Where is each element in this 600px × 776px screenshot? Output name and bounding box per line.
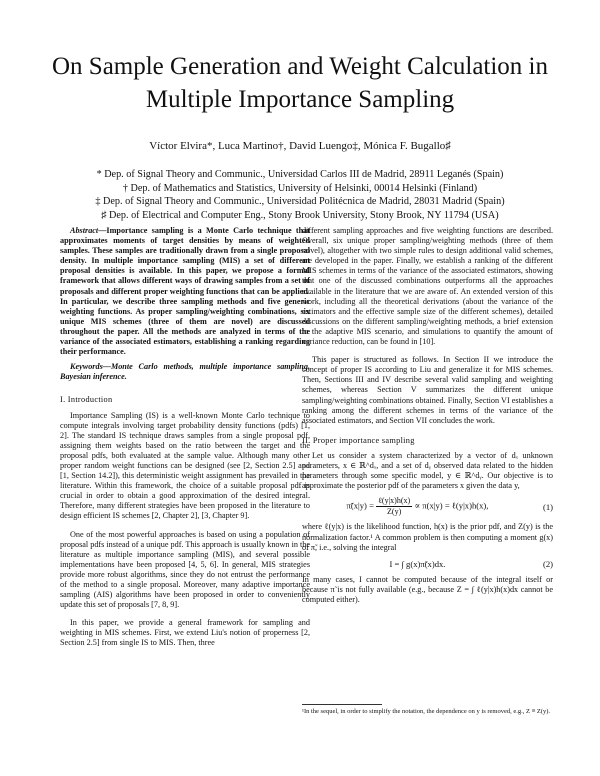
author-list: Víctor Elvira*, Luca Martino†, David Luengo‡, Mónica F. Bugallo♯ <box>149 140 451 152</box>
left-column <box>60 226 310 649</box>
eq1-fraction <box>376 496 412 517</box>
eq1-denominator: Z(y) <box>387 507 402 517</box>
body-paragraph: This paper is structured as follows. In Section II we introduce the concept of proper IS according to Liu and generalize it for MIS schemes. Then, Sections III and IV describe several valid sampling and weighting schemes, whereas Section V summarizes the different unique sampling/weighting combinations obtained. Finally, Section VI establishes a ranking among the different schemes in terms of the variance of the associated estimators, and Section VII concludes the work. <box>302 355 553 425</box>
body-paragraph: where ℓ(y|x) is the likelihood function, h(x) is the prior pdf, and Z(y) is the normalization factor.¹ A common problem is then computing a moment g(x) of π̃, i.e., solving the integral <box>302 522 553 552</box>
body-paragraph: Let us consider a system characterized by a vector of dₓ unknown parameters, x ∈ ℝ^dₓ, and a set of dᵧ observed data related to the hidden parameters through some specific model, y ∈ ℝ^dᵧ. Our objective is to approximate the posterior pdf of the parameters x given the data y, <box>302 450 553 491</box>
affiliations <box>0 168 600 222</box>
abstract-label: Abstract <box>70 226 99 235</box>
intro-paragraph: One of the most powerful approaches is based on using a population of proposal pdfs instead of a unique pdf. This approach is usually known in the literature as multiple importance sampling (MIS), and several possible implementations have been proposed [4, 5, 6]. In general, MIS strategies provide more robust algorithms, since they do not entrust the performance of the method to a single proposal. Moreover, many adaptive importance sampling (AIS) algorithms have been proposed in order to conveniently update this set of proposals [7, 8, 9]. <box>60 529 310 610</box>
abstract <box>60 226 310 357</box>
eq2-body: I = ∫ g(x)π̃(x)dx. <box>389 558 446 569</box>
equation-1 <box>302 496 553 517</box>
footnote-rule <box>302 704 382 705</box>
eq1-numerator: ℓ(y|x)h(x) <box>376 496 412 507</box>
body-paragraph: In many cases, I cannot be computed because of the integral itself or because π̃ is not fully available (e.g., because Z = ∫ ℓ(y|x)h(x)dx cannot be computed either). <box>302 574 553 604</box>
intro-paragraph: Importance Sampling (IS) is a well-known Monte Carlo technique to compute integrals involving target probability density functions (pdfs) [1, 2]. The standard IS technique draws samples from a single proposal pdf, assigning them weights based on the ratio between the target and the proposal pdfs, both evaluated at the sample value. Although many other proper random weight functions can be designed (see [2, Section 2.5] and [1, Section 14.2]), this deterministic weight assignment has prevailed in the literature. Within this framework, the choice of a suitable proposal pdf is crucial in order to obtain a good approximation of the desired integral. Therefore, many different strategies have been proposed in the literature to design efficient IS schemes [2, Chapter 2], [3, Chapter 9]. <box>60 410 310 521</box>
abstract-text: —Importance sampling is a Monte Carlo technique that approximates moments of target densities by means of weighted samples. These samples are traditionally drawn from a single proposal density. In multiple importance sampling (MIS) a set of different proposal densities is available. In this paper, we propose a formal framework that allows different ways of drawing samples from a set of proposals and different proper weighting functions that can be applied. In particular, we describe three sampling methods and five generic weighting functions. As proper sampling/weighting combinations, six unique MIS schemes (three of them are novel) are discussed throughout the paper. All the methods are analyzed in terms of the variance of the associated estimators, establishing a ranking regarding their performance. <box>60 226 310 357</box>
equation-2 <box>302 559 553 569</box>
eq1-lhs: π̃(x|y) = <box>346 500 374 511</box>
affiliation: ‡ Dep. of Signal Theory and Communic., Universidad Politécnica de Madrid, 28031 Madrid (Spain) <box>95 196 505 208</box>
intro-paragraph: In this paper, we provide a general framework for sampling and weighting in MIS schemes. First, we extend Liu's notion of properness [2, Section 2.5] from single IS to MIS. Then, three <box>60 618 310 648</box>
right-column <box>302 226 553 605</box>
keywords-label: Keywords <box>70 362 103 372</box>
section-heading-proper-is: II. Proper importance sampling <box>302 435 415 445</box>
keywords-text: —Monte Carlo methods, multiple importance sampling, Bayesian inference. <box>60 362 310 382</box>
eq1-rhs: ∝ π(x|y) = ℓ(y|x)h(x), <box>414 500 489 511</box>
equation-number: (2) <box>542 558 553 569</box>
title-line-1: On Sample Generation and Weight Calculation in <box>51 53 549 80</box>
body-paragraph: different sampling approaches and five weighting functions are described. Overall, six unique proper sampling/weighting methods (three of them novel), altogether with two simple rules to design additional valid schemes, are developed in the paper. Finally, we establish a ranking of the different MIS schemes in terms of the variance of the associated estimators, showing that one of the discussed combinations outperforms all the approaches available in the literature that we are aware of. An extended version of this work, including all the theoretical derivations (about the variance of the estimators and the effective sample size of the different schemes), detailed discussions on the different sampling/weighting methods, a brief extension to the adaptive MIS scenario, and simulations to quantify the amount of variance reduction, can be found in [10]. <box>302 226 553 347</box>
footnote: ¹In the sequel, in order to simplify the notation, the dependence on y is removed, e.g., Z ≡ Z(y). <box>302 708 551 715</box>
affiliation: * Dep. of Signal Theory and Communic., Universidad Carlos III de Madrid, 28911 Leganés (Spain) <box>96 169 504 180</box>
keywords <box>60 362 310 382</box>
affiliation: † Dep. of Mathematics and Statistics, University of Helsinki, 00014 Helsinki (Finland) <box>122 182 478 194</box>
equation-number: (1) <box>542 501 553 512</box>
paper-title <box>0 50 600 116</box>
affiliation: ♯ Dep. of Electrical and Computer Eng., Stony Brook University, Stony Brook, NY 11794 (USA) <box>101 209 499 221</box>
section-heading-introduction: I. Introduction <box>60 395 113 405</box>
title-line-2: Multiple Importance Sampling <box>145 86 455 113</box>
